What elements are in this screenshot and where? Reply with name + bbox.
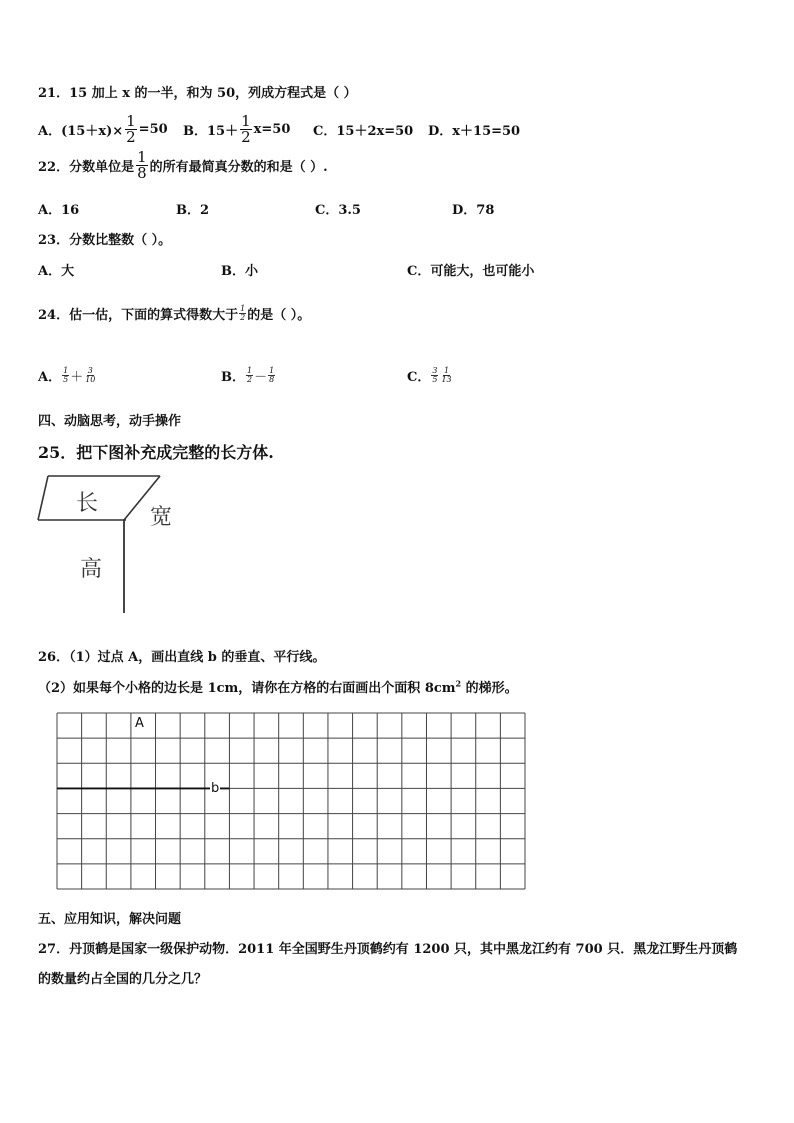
label-length: 长 (76, 491, 99, 516)
frac-numerator: 1 (240, 304, 246, 313)
label-height: 高 (80, 557, 103, 582)
frac-denominator: 10 (85, 375, 96, 384)
q21-b-prefix: B．15＋ (183, 124, 239, 139)
q24-c-label: C． (407, 370, 431, 385)
frac-denominator: 5 (432, 375, 438, 384)
q22-option-d: D．78 (452, 203, 495, 218)
label-width: 宽 (150, 505, 173, 530)
q21-option-a (38, 114, 168, 145)
frac-denominator: 2 (241, 128, 251, 146)
q22-option-b: B．2 (176, 203, 210, 218)
q26-superscript: 2 (455, 678, 462, 689)
q24-c-frac2 (440, 367, 452, 384)
q21-option-d: D．x＋15=50 (428, 124, 521, 139)
frac-numerator: 1 (63, 366, 69, 375)
q21-a-suffix: =50 (138, 122, 168, 137)
frac-denominator: 2 (126, 128, 136, 146)
q25-stem: 25．把下图补充成完整的长方体. (38, 443, 274, 462)
q26-line2-suffix: 的梯形。 (461, 681, 518, 696)
q24-stem-fraction (239, 305, 246, 322)
q21-b-fraction (240, 114, 252, 145)
q22-option-a: A．16 (38, 203, 80, 218)
q24-a-frac1 (62, 367, 69, 384)
q26-line2-text: （2）如果每个小格的边长是 1cm，请你在方格的右面画出个面积 8cm (38, 681, 456, 696)
q21-b-suffix: x=50 (253, 122, 291, 137)
frac-numerator: 1 (247, 366, 253, 375)
q24-b-label: B． (221, 370, 245, 385)
q23-option-b: B．小 (221, 264, 258, 279)
frac-numerator: 1 (126, 112, 136, 130)
frac-denominator: 2 (247, 375, 253, 384)
frac-numerator: 3 (87, 366, 93, 375)
q24-a-label: A． (38, 370, 62, 385)
q21-option-b (183, 114, 290, 145)
q24-b-frac1 (246, 367, 253, 384)
frac-denominator: 8 (269, 375, 275, 384)
q23-option-a: A．大 (38, 264, 75, 279)
q21-stem: 21．15 加上 x 的一半，和为 50，列成方程式是（ ） (38, 86, 357, 101)
q24-option-a (38, 366, 97, 385)
q21-a-prefix: A．(15＋x)× (38, 124, 124, 139)
cuboid-figure (36, 472, 186, 618)
q24-a-frac2 (84, 367, 96, 384)
cuboid-left-edge (38, 476, 48, 520)
q24-b-frac2 (268, 367, 275, 384)
q26-line2 (38, 677, 518, 696)
q24-c-frac1 (431, 367, 438, 384)
q23-option-c: C．可能大，也可能小 (407, 264, 535, 279)
q24-option-c (407, 366, 454, 385)
q24-option-b (221, 366, 276, 385)
q24-stem-prefix: 24．估一估，下面的算式得数大于 (38, 308, 239, 323)
frac-numerator: 3 (432, 366, 438, 375)
section-4-heading: 四、动脑思考，动手操作 (38, 414, 182, 429)
frac-numerator: 1 (444, 366, 450, 375)
frac-numerator: 1 (241, 112, 251, 130)
frac-denominator: 2 (240, 313, 246, 322)
q26-line1: 26．（1）过点 A，画出直线 b 的垂直、平行线。 (38, 650, 326, 665)
grid-drawing (56, 712, 526, 892)
point-a-label: A (135, 716, 144, 731)
frac-denominator: 13 (441, 375, 452, 384)
cuboid-drawing (36, 472, 186, 618)
q21-option-c: C．15＋2x=50 (313, 124, 414, 139)
q24-stem-suffix: 的是（ ）。 (247, 308, 311, 323)
q23-stem: 23．分数比整数（ ）。 (38, 233, 172, 248)
frac-denominator: 8 (137, 164, 147, 182)
q24-stem (38, 304, 310, 323)
section-5-heading: 五、应用知识，解决问题 (38, 912, 182, 927)
q22-option-c: C．3.5 (315, 203, 361, 218)
q22-fraction (136, 150, 148, 181)
q27-line1: 27．丹顶鹤是国家一级保护动物．2011 年全国野生丹顶鹤约有 1200 只，其中黑龙江约有 700 只．黑龙江野生丹顶鹤 (38, 942, 738, 957)
q24-a-operator: ＋ (70, 370, 84, 385)
q21-a-fraction (125, 114, 137, 145)
frac-numerator: 1 (269, 366, 275, 375)
square-grid (56, 712, 526, 892)
frac-numerator: 1 (137, 148, 147, 166)
q24-b-operator: － (254, 370, 268, 385)
q22-stem-prefix: 22．分数单位是 (38, 160, 135, 175)
q22-stem-suffix: 的所有最简真分数的和是（ ）. (149, 160, 328, 175)
q22-stem (38, 150, 328, 181)
line-b-label: b (211, 781, 220, 796)
q27-line2: 的数量约占全国的几分之几？ (38, 972, 208, 987)
frac-denominator: 5 (63, 375, 69, 384)
